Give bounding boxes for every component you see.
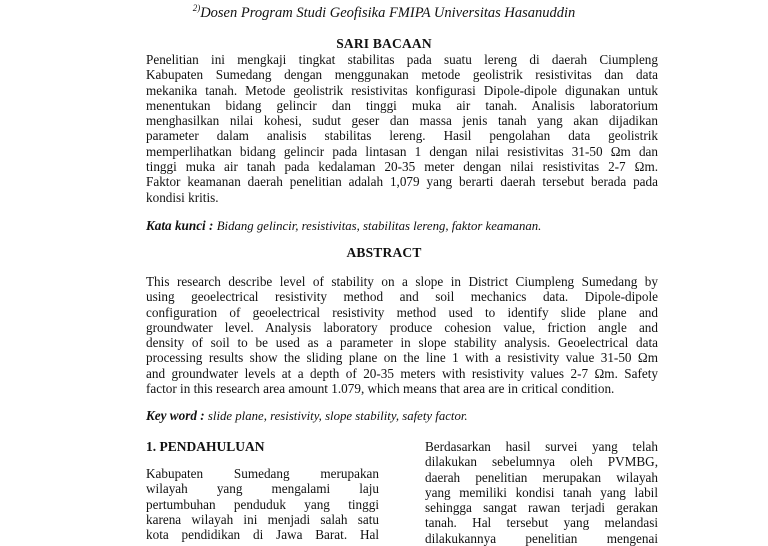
sari-line: menghasilkan nilai kohesi, sudut geser dan massa jenis tanah yang akan dijadikan bbox=[146, 113, 658, 129]
left-column-line: karena wilayah ini menjadi salah satu bbox=[146, 511, 379, 527]
abstract-line: This research describe level of stability on a slope in District Ciumpleng Sumedang by bbox=[146, 274, 658, 289]
sari-line: menentukan bidang gelincir dan tinggi muka air tanah. Analisis laboratorium bbox=[146, 97, 658, 113]
abstract-line: density of soil to be used as a parameter in slope stability analysis. Geoelectrical data bbox=[146, 335, 658, 351]
right-column-line: daerah penelitian merupakan wilayah bbox=[425, 469, 658, 485]
left-column-line: wilayah yang mengalami laju bbox=[146, 481, 379, 497]
right-column-line: Berdasarkan hasil survei yang telah bbox=[425, 439, 658, 454]
affiliation-marker: 2) bbox=[192, 3, 201, 13]
abstract-body bbox=[146, 274, 658, 396]
right-column-line: sehingga sangat rawan terjadi gerakan bbox=[425, 500, 658, 516]
right-column-text bbox=[425, 439, 658, 546]
left-column-line: kota pendidikan di Jawa Barat. Hal bbox=[146, 527, 379, 543]
affiliation-line bbox=[0, 3, 768, 22]
sari-line: Penelitian ini mengkaji tingkat stabilitas pada suatu lereng di daerah Ciumpleng bbox=[146, 52, 658, 67]
sari-bacaan-heading: SARI BACAAN bbox=[336, 36, 432, 51]
abstract-heading: ABSTRACT bbox=[346, 245, 422, 260]
sari-line: Faktor keamanan daerah penelitian adalah 1,079 yang berarti daerah tersebut berada pada bbox=[146, 174, 658, 190]
abstract-line: processing results show the sliding plane on the line 1 with a resistivity value 31-50 Ωm bbox=[146, 350, 658, 366]
section-heading-pendahuluan: 1. PENDAHULUAN bbox=[146, 439, 265, 454]
right-column-line: yang memiliki kondisi tanah yang labil bbox=[425, 484, 658, 500]
abstract-line: and groundwater levels at a depth of 20-35 meters with resistivity values 2-7 Ωm. Safety bbox=[146, 365, 658, 381]
abstract-line: using geoelectrical resistivity method and soil mechanics data. Dipole-dipole bbox=[146, 289, 658, 305]
kata-kunci-label: Kata kunci : bbox=[146, 218, 214, 233]
sari-line: memperlihatkan bidang gelincir pada lintasan 1 dengan nilai resistivitas 31-50 Ωm dan bbox=[146, 143, 658, 159]
key-word-value: slide plane, resistivity, slope stability, safety factor. bbox=[207, 409, 468, 423]
key-word bbox=[146, 408, 658, 424]
kata-kunci-value: Bidang gelincir, resistivitas, stabilitas lereng, faktor keamanan. bbox=[216, 219, 542, 233]
right-column-line: tanah. Hal tersebut yang melandasi bbox=[425, 515, 658, 531]
sari-line: kondisi kritis. bbox=[146, 189, 219, 205]
kata-kunci bbox=[146, 218, 658, 234]
key-word-label: Key word : bbox=[146, 408, 205, 423]
sari-line: tinggi muka air tanah pada kedalaman 20-35 meter dengan nilai resistivitas 2-7 Ωm. bbox=[146, 159, 658, 175]
left-column-line: Kabupaten Sumedang merupakan bbox=[146, 466, 379, 481]
right-column-line: dilakukan sebelumnya oleh PVMBG, bbox=[425, 454, 658, 470]
affiliation-text: Dosen Program Studi Geofisika FMIPA Universitas Hasanuddin bbox=[200, 5, 576, 21]
sari-bacaan-body bbox=[146, 52, 658, 205]
abstract-line: groundwater level. Analysis laboratory produce cohesion value, friction angle and bbox=[146, 319, 658, 335]
left-column-text bbox=[146, 466, 379, 542]
left-column-line: pertumbuhan penduduk yang tinggi bbox=[146, 496, 379, 512]
sari-line: mekanika tanah. Metode geolistrik resistivitas konfigurasi Dipole-dipole digunakan untuk bbox=[146, 82, 658, 98]
right-column-line: dilakukannya penelitian mengenai bbox=[425, 530, 658, 546]
sari-line: Kabupaten Sumedang dengan menggunakan metode geolistrik resistivitas dan data bbox=[146, 67, 658, 83]
sari-line: parameter dalam analisis stabilitas lereng. Hasil pengolahan data geolistrik bbox=[146, 128, 658, 144]
abstract-line: factor in this research area amount 1.079, which means that area are in critical condition. bbox=[146, 381, 615, 397]
abstract-line: configuration of geoelectrical resistivity method used to identify slide plane and bbox=[146, 304, 658, 320]
